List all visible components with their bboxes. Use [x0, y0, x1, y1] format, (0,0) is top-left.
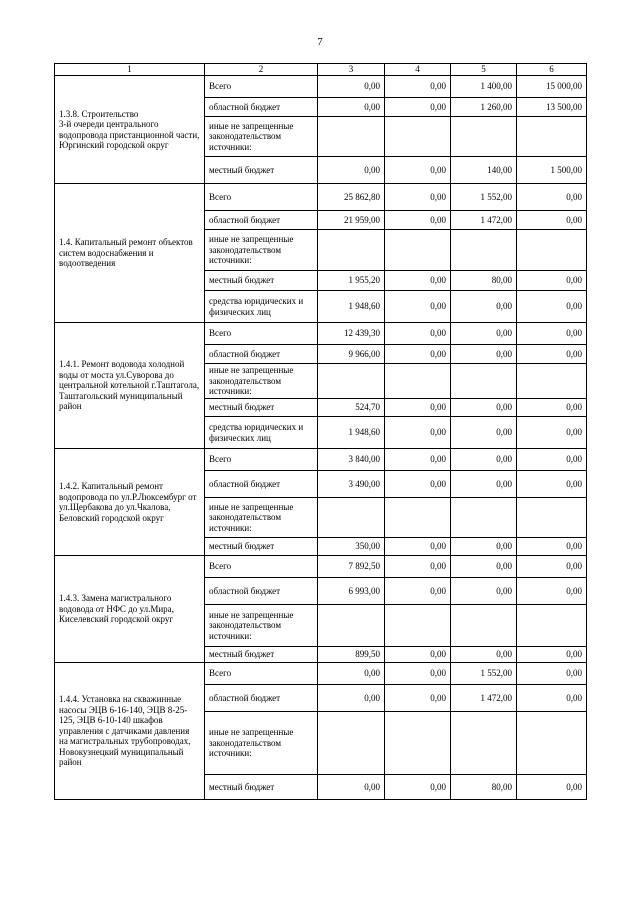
value-cell: 0,00: [385, 775, 451, 800]
value-cell: 0,00: [385, 663, 451, 685]
column-header: 4: [385, 64, 451, 76]
column-header: 2: [205, 64, 318, 76]
value-cell: [318, 605, 385, 647]
funding-source: Всего: [205, 184, 318, 211]
item-name: 1.4.2. Капитальный ремонт водопровода по ул.Р.Люксембург от ул.Щербакова до ул.Чкалова, Беловский городской округ: [55, 449, 205, 556]
value-cell: 0,00: [318, 157, 385, 184]
value-cell: 0,00: [385, 538, 451, 556]
value-cell: 0,00: [517, 578, 587, 605]
value-cell: 25 862,80: [318, 184, 385, 211]
value-cell: [517, 364, 587, 399]
value-cell: [318, 117, 385, 157]
value-cell: [451, 230, 517, 271]
value-cell: 7 892,50: [318, 556, 385, 578]
value-cell: 0,00: [318, 685, 385, 712]
value-cell: [451, 712, 517, 775]
value-cell: 0,00: [517, 471, 587, 498]
value-cell: 0,00: [385, 449, 451, 471]
value-cell: [451, 117, 517, 157]
value-cell: 0,00: [451, 556, 517, 578]
item-name: 1.4.1. Ремонт водовода холодной воды от моста ул.Суворова до центральной котельной г.Таштагола, Таштагольский муниципальный район: [55, 323, 205, 449]
value-cell: 80,00: [451, 775, 517, 800]
value-cell: [517, 712, 587, 775]
funding-source: областной бюджет: [205, 471, 318, 498]
value-cell: 0,00: [451, 323, 517, 345]
value-cell: [517, 605, 587, 647]
column-header: 5: [451, 64, 517, 76]
value-cell: 0,00: [517, 449, 587, 471]
funding-source: областной бюджет: [205, 211, 318, 230]
value-cell: 0,00: [385, 184, 451, 211]
value-cell: [385, 364, 451, 399]
value-cell: 12 439,30: [318, 323, 385, 345]
funding-source: иные не запрещенные законодательством источники:: [205, 117, 318, 157]
column-header: 6: [517, 64, 587, 76]
value-cell: 0,00: [517, 345, 587, 364]
value-cell: 0,00: [385, 291, 451, 323]
value-cell: 0,00: [451, 647, 517, 663]
funding-source: местный бюджет: [205, 157, 318, 184]
value-cell: 524,70: [318, 399, 385, 417]
value-cell: 0,00: [517, 647, 587, 663]
value-cell: 0,00: [385, 399, 451, 417]
funding-source: средства юридических и физических лиц: [205, 291, 318, 323]
value-cell: 0,00: [451, 538, 517, 556]
value-cell: 13 500,00: [517, 98, 587, 117]
funding-source: областной бюджет: [205, 578, 318, 605]
funding-source: местный бюджет: [205, 538, 318, 556]
value-cell: [318, 230, 385, 271]
value-cell: 0,00: [517, 775, 587, 800]
value-cell: 0,00: [517, 538, 587, 556]
value-cell: 1 260,00: [451, 98, 517, 117]
funding-source: иные не запрещенные законодательством источники:: [205, 498, 318, 538]
value-cell: 6 993,00: [318, 578, 385, 605]
value-cell: 350,00: [318, 538, 385, 556]
funding-source: областной бюджет: [205, 98, 318, 117]
value-cell: 1 948,60: [318, 291, 385, 323]
value-cell: 21 959,00: [318, 211, 385, 230]
value-cell: [517, 117, 587, 157]
value-cell: 0,00: [451, 291, 517, 323]
funding-source: местный бюджет: [205, 775, 318, 800]
funding-source: местный бюджет: [205, 647, 318, 663]
value-cell: 3 840,00: [318, 449, 385, 471]
value-cell: 0,00: [385, 578, 451, 605]
funding-source: областной бюджет: [205, 685, 318, 712]
value-cell: 9 966,00: [318, 345, 385, 364]
table-row: [55, 663, 587, 685]
funding-source: областной бюджет: [205, 345, 318, 364]
value-cell: [517, 230, 587, 271]
value-cell: 0,00: [385, 417, 451, 449]
value-cell: 0,00: [385, 98, 451, 117]
value-cell: 0,00: [517, 556, 587, 578]
value-cell: 0,00: [385, 345, 451, 364]
table-row: [55, 76, 587, 98]
value-cell: 0,00: [517, 685, 587, 712]
item-name: 1.4.4. Установка на скважинные насосы ЭЦВ 6-16-140, ЭЦВ 8-25-125, ЭЦВ 6-10-140 шкафов управления с датчиками давления на магистральных трубопроводах, Новокузнецкий муниципальный район: [55, 663, 205, 800]
value-cell: 1 472,00: [451, 211, 517, 230]
funding-source: Всего: [205, 556, 318, 578]
value-cell: 0,00: [385, 471, 451, 498]
value-cell: 0,00: [451, 417, 517, 449]
value-cell: 0,00: [451, 449, 517, 471]
value-cell: 80,00: [451, 271, 517, 291]
funding-source: иные не запрещенные законодательством источники:: [205, 605, 318, 647]
value-cell: 0,00: [385, 556, 451, 578]
value-cell: 0,00: [318, 76, 385, 98]
value-cell: 0,00: [318, 663, 385, 685]
value-cell: 140,00: [451, 157, 517, 184]
value-cell: [318, 364, 385, 399]
value-cell: [451, 605, 517, 647]
column-header: 3: [318, 64, 385, 76]
value-cell: 3 490,00: [318, 471, 385, 498]
value-cell: 1 552,00: [451, 663, 517, 685]
item-name: 1.3.8. Строительство 3-й очереди центрального водопровода пристанционной части, Юргинский городской округ: [55, 76, 205, 184]
item-name: 1.4.3. Замена магистрального водовода от НФС до ул.Мира, Киселевский городской округ: [55, 556, 205, 663]
value-cell: 0,00: [318, 98, 385, 117]
value-cell: 1 472,00: [451, 685, 517, 712]
value-cell: 0,00: [451, 345, 517, 364]
value-cell: 0,00: [385, 211, 451, 230]
value-cell: 1 955,20: [318, 271, 385, 291]
funding-source: Всего: [205, 449, 318, 471]
value-cell: 0,00: [517, 291, 587, 323]
funding-source: средства юридических и физических лиц: [205, 417, 318, 449]
value-cell: 0,00: [451, 471, 517, 498]
value-cell: 1 500,00: [517, 157, 587, 184]
value-cell: [385, 117, 451, 157]
value-cell: 1 400,00: [451, 76, 517, 98]
table-row: [55, 184, 587, 211]
table-row: [55, 556, 587, 578]
value-cell: 0,00: [517, 271, 587, 291]
value-cell: 0,00: [385, 76, 451, 98]
funding-source: местный бюджет: [205, 399, 318, 417]
value-cell: [385, 230, 451, 271]
value-cell: [385, 712, 451, 775]
value-cell: 1 552,00: [451, 184, 517, 211]
column-header: 1: [55, 64, 205, 76]
value-cell: 0,00: [517, 184, 587, 211]
value-cell: 0,00: [517, 663, 587, 685]
funding-source: Всего: [205, 663, 318, 685]
value-cell: 0,00: [385, 685, 451, 712]
value-cell: 0,00: [517, 417, 587, 449]
value-cell: 0,00: [517, 323, 587, 345]
funding-source: иные не запрещенные законодательством источники:: [205, 364, 318, 399]
value-cell: 0,00: [517, 211, 587, 230]
page-number: 7: [317, 36, 323, 48]
value-cell: 0,00: [385, 647, 451, 663]
table-row: [55, 323, 587, 345]
value-cell: 15 000,00: [517, 76, 587, 98]
funding-source: Всего: [205, 323, 318, 345]
value-cell: 0,00: [385, 157, 451, 184]
funding-source: Всего: [205, 76, 318, 98]
value-cell: 0,00: [385, 323, 451, 345]
value-cell: [318, 498, 385, 538]
value-cell: 0,00: [517, 399, 587, 417]
funding-source: иные не запрещенные законодательством источники:: [205, 712, 318, 775]
value-cell: 0,00: [451, 399, 517, 417]
budget-table: [54, 63, 587, 800]
funding-source: иные не запрещенные законодательством источники:: [205, 230, 318, 271]
item-name: 1.4. Капитальный ремонт объектов систем водоснабжения и водоотведения: [55, 184, 205, 323]
value-cell: 0,00: [385, 271, 451, 291]
funding-source: местный бюджет: [205, 271, 318, 291]
table-header-row: [55, 64, 587, 76]
value-cell: [385, 605, 451, 647]
table-row: [55, 449, 587, 471]
value-cell: 1 948,60: [318, 417, 385, 449]
value-cell: [385, 498, 451, 538]
value-cell: 0,00: [318, 775, 385, 800]
value-cell: 0,00: [451, 578, 517, 605]
value-cell: [318, 712, 385, 775]
value-cell: 899,50: [318, 647, 385, 663]
value-cell: [451, 364, 517, 399]
value-cell: [451, 498, 517, 538]
value-cell: [517, 498, 587, 538]
